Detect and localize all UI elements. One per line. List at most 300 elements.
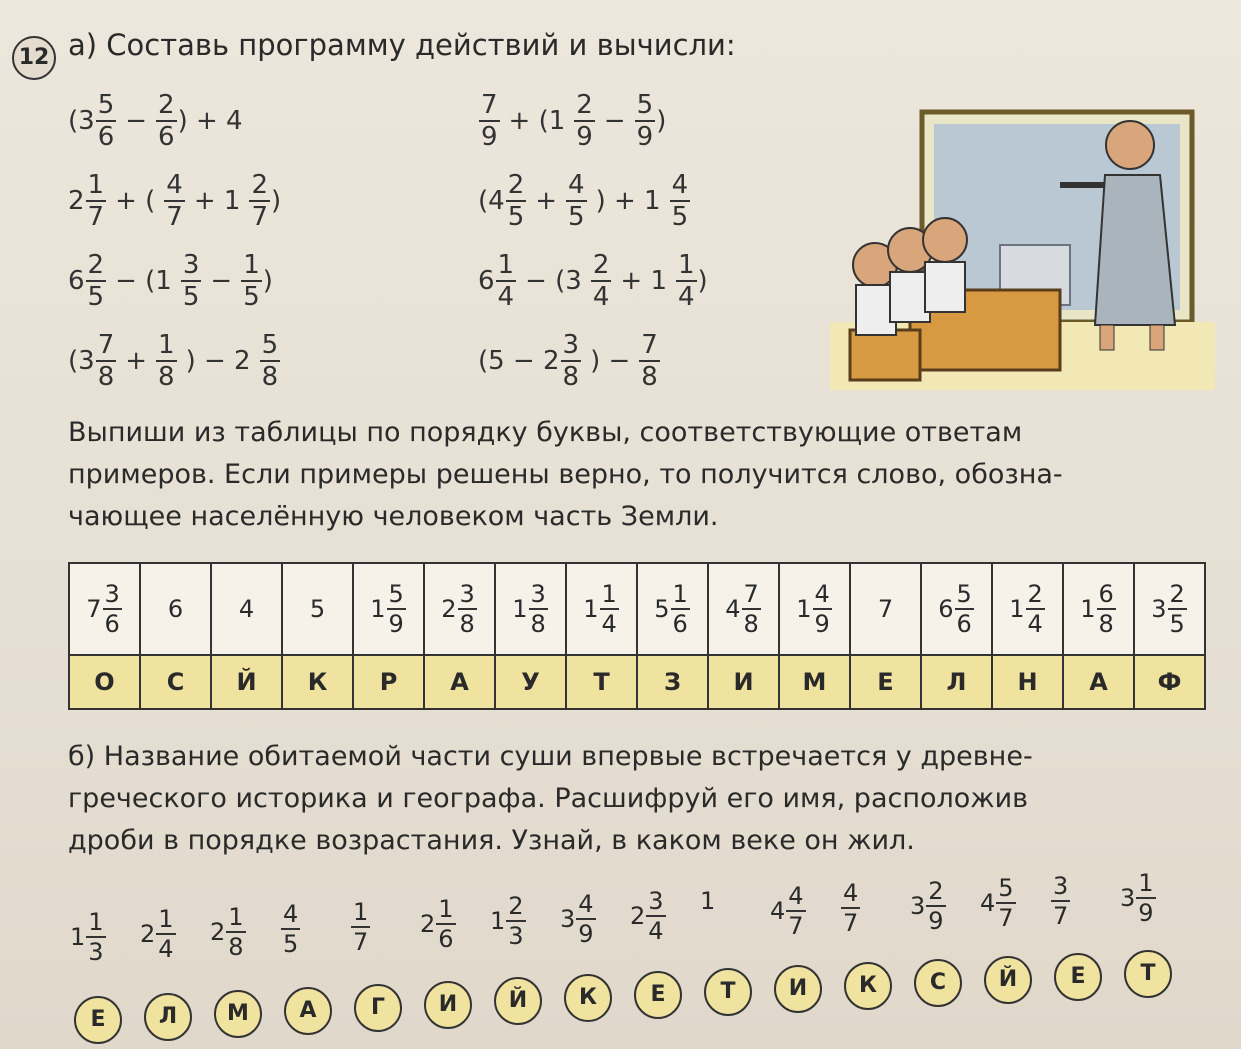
numerator: 3 bbox=[530, 580, 546, 608]
fraction bbox=[103, 582, 122, 636]
denominator: 4 bbox=[497, 282, 515, 312]
part-b-fraction bbox=[420, 897, 457, 951]
denominator: 8 bbox=[228, 933, 244, 961]
expression bbox=[478, 252, 708, 310]
answer-letter-cell: К bbox=[282, 655, 353, 709]
whole-part: 3 bbox=[1151, 595, 1167, 623]
denominator: 4 bbox=[1027, 610, 1043, 638]
whole-part: 4 bbox=[980, 889, 996, 917]
part-b-fraction bbox=[630, 889, 667, 943]
denominator: 7 bbox=[843, 909, 859, 937]
letter-circle: К bbox=[844, 962, 892, 1010]
denominator: 8 bbox=[459, 610, 475, 638]
denominator: 6 bbox=[97, 122, 115, 152]
whole-part: 3 bbox=[560, 905, 576, 933]
numerator: 2 bbox=[592, 250, 610, 280]
letter-circle: Е bbox=[74, 996, 122, 1044]
expression bbox=[68, 92, 243, 150]
whole-part: 1 bbox=[490, 907, 506, 935]
denominator: 5 bbox=[283, 930, 299, 958]
numerator: 2 bbox=[1027, 580, 1043, 608]
part-b-fraction bbox=[560, 892, 597, 946]
fraction bbox=[600, 582, 619, 636]
answer-value-cell bbox=[637, 563, 708, 655]
whole-part: 2 bbox=[140, 920, 156, 948]
part-b-fractions bbox=[70, 870, 1230, 970]
denominator: 6 bbox=[158, 122, 175, 152]
mixed-number bbox=[239, 595, 254, 623]
fraction bbox=[670, 172, 691, 230]
answer-letter-cell: Л bbox=[921, 655, 992, 709]
letter-circle: Л bbox=[144, 993, 192, 1041]
answer-value-cell bbox=[1134, 563, 1205, 655]
fraction bbox=[635, 92, 656, 150]
whole-part: 2 bbox=[210, 918, 226, 946]
fraction bbox=[156, 92, 177, 150]
part-b-fraction bbox=[910, 879, 947, 933]
numerator: 4 bbox=[814, 580, 830, 608]
part-b-fraction bbox=[350, 900, 371, 954]
denominator: 6 bbox=[956, 610, 972, 638]
expr-operator: + 1 bbox=[620, 266, 667, 296]
mixed-number bbox=[654, 582, 691, 636]
fraction bbox=[639, 332, 660, 390]
answer-value-cell bbox=[140, 563, 211, 655]
whole-part: 1 bbox=[370, 595, 386, 623]
expr-operator: ) − bbox=[590, 346, 631, 376]
answer-letter-cell: Е bbox=[850, 655, 921, 709]
expression bbox=[68, 172, 281, 230]
answer-value-cell bbox=[495, 563, 566, 655]
numerator: 3 bbox=[648, 887, 664, 915]
numerator: 3 bbox=[182, 250, 200, 280]
answer-values-row bbox=[69, 563, 1205, 655]
expr-operator: ) + 1 bbox=[595, 186, 661, 216]
denominator: 8 bbox=[530, 610, 546, 638]
mixed-number bbox=[1151, 582, 1188, 636]
classroom-illustration bbox=[830, 90, 1215, 390]
denominator: 5 bbox=[671, 202, 689, 232]
fraction bbox=[561, 332, 582, 390]
numerator: 2 bbox=[1169, 580, 1185, 608]
whole-part: 7 bbox=[86, 595, 102, 623]
denominator: 8 bbox=[97, 362, 115, 392]
fraction bbox=[181, 252, 202, 310]
fraction bbox=[996, 876, 1015, 930]
denominator: 5 bbox=[243, 282, 260, 312]
denominator: 4 bbox=[592, 282, 610, 312]
whole-part: 5 bbox=[309, 595, 326, 623]
fraction bbox=[436, 897, 455, 951]
fraction bbox=[86, 252, 107, 310]
fraction bbox=[387, 582, 406, 636]
fraction bbox=[86, 172, 107, 230]
numerator: 2 bbox=[508, 892, 524, 920]
denominator: 7 bbox=[353, 928, 369, 956]
letter-circle: М bbox=[214, 990, 262, 1038]
part-b-line: дроби в порядке возрастания. Узнай, в каком веке он жил. bbox=[68, 825, 915, 856]
denominator: 8 bbox=[158, 362, 175, 392]
numerator: 2 bbox=[928, 877, 944, 905]
fraction bbox=[506, 172, 527, 230]
numerator: 5 bbox=[261, 330, 279, 360]
expression bbox=[478, 332, 661, 390]
whole-part: 5 bbox=[654, 595, 670, 623]
part-b-fraction bbox=[1050, 874, 1071, 928]
fraction bbox=[506, 894, 525, 948]
answer-letter-cell: У bbox=[495, 655, 566, 709]
fraction bbox=[241, 252, 262, 310]
numerator: 4 bbox=[578, 890, 594, 918]
whole-part: 2 bbox=[441, 595, 457, 623]
numerator: 4 bbox=[166, 170, 183, 200]
part-b-line: греческого историка и географа. Расшифруй его имя, расположив bbox=[68, 783, 1029, 814]
answer-letter-cell: И bbox=[708, 655, 779, 709]
answer-value-cell bbox=[424, 563, 495, 655]
answer-table bbox=[68, 562, 1206, 710]
numerator: 3 bbox=[1053, 872, 1069, 900]
numerator: 4 bbox=[843, 879, 859, 907]
answer-letter-cell: Й bbox=[211, 655, 282, 709]
numerator: 1 bbox=[228, 903, 244, 931]
denominator: 9 bbox=[576, 122, 593, 152]
fraction bbox=[1051, 874, 1070, 928]
numerator: 5 bbox=[956, 580, 972, 608]
letter-circle: С bbox=[914, 959, 962, 1007]
numerator: 5 bbox=[636, 90, 654, 120]
whole-part: 1 bbox=[700, 887, 716, 915]
fraction bbox=[813, 582, 832, 636]
expr-operator: − bbox=[125, 106, 148, 136]
denominator: 7 bbox=[251, 202, 268, 232]
numerator: 1 bbox=[1138, 869, 1154, 897]
numerator: 1 bbox=[88, 908, 104, 936]
numerator: 2 bbox=[87, 250, 105, 280]
fraction bbox=[576, 892, 595, 946]
fraction bbox=[646, 889, 665, 943]
letter-circle: Т bbox=[1124, 950, 1172, 998]
whole-part: 3 bbox=[910, 892, 926, 920]
answer-value-cell bbox=[779, 563, 850, 655]
numerator: 4 bbox=[788, 882, 804, 910]
part-b-fraction bbox=[980, 876, 1017, 930]
numerator: 2 bbox=[507, 170, 525, 200]
numerator: 1 bbox=[353, 898, 369, 926]
letter-circle: Г bbox=[354, 984, 402, 1032]
answer-value-cell bbox=[69, 563, 140, 655]
denominator: 5 bbox=[568, 202, 585, 232]
numerator: 1 bbox=[158, 330, 175, 360]
answer-value-cell bbox=[211, 563, 282, 655]
part-b-fraction bbox=[140, 907, 177, 961]
fraction bbox=[226, 905, 245, 959]
letter-circle: Е bbox=[634, 971, 682, 1019]
fraction bbox=[156, 332, 177, 390]
whole-part: 4 bbox=[725, 595, 741, 623]
expr-operator: + ( bbox=[115, 186, 156, 216]
answer-letter-cell: Р bbox=[353, 655, 424, 709]
expr-operator: + 1 bbox=[193, 186, 241, 216]
whole-part: 4 bbox=[238, 595, 255, 623]
denominator: 9 bbox=[814, 610, 830, 638]
denominator: 4 bbox=[648, 917, 664, 945]
numerator: 3 bbox=[104, 580, 120, 608]
numerator: 5 bbox=[97, 90, 115, 120]
whole-part: 1 bbox=[1009, 595, 1025, 623]
whole-part: 1 bbox=[512, 595, 528, 623]
letter-circle: Й bbox=[494, 977, 542, 1025]
expr-part: (4 bbox=[478, 186, 505, 216]
answer-letters-row bbox=[69, 655, 1205, 709]
fraction bbox=[1026, 582, 1045, 636]
fraction bbox=[574, 92, 595, 150]
denominator: 4 bbox=[601, 610, 617, 638]
denominator: 5 bbox=[507, 202, 525, 232]
denominator: 7 bbox=[87, 202, 105, 232]
answer-letter-cell: Т bbox=[566, 655, 637, 709]
instruction-line: примеров. Если примеры решены верно, то получится слово, обозна- bbox=[68, 459, 1063, 490]
whole-part: 7 bbox=[877, 595, 894, 623]
denominator: 4 bbox=[677, 282, 695, 312]
expr-operator: − bbox=[210, 266, 233, 296]
numerator: 1 bbox=[438, 895, 454, 923]
fraction bbox=[260, 332, 281, 390]
numerator: 7 bbox=[641, 330, 658, 360]
fraction bbox=[281, 902, 300, 956]
numerator: 1 bbox=[601, 580, 617, 608]
mixed-number bbox=[512, 582, 549, 636]
fraction bbox=[529, 582, 548, 636]
part-b-fraction bbox=[70, 910, 107, 964]
denominator: 8 bbox=[261, 362, 279, 392]
answer-value-cell bbox=[566, 563, 637, 655]
expr-part: ) bbox=[697, 266, 708, 296]
numerator: 1 bbox=[87, 170, 105, 200]
part-b-fraction bbox=[700, 887, 715, 915]
whole-part: 4 bbox=[770, 897, 786, 925]
denominator: 7 bbox=[1053, 902, 1069, 930]
mixed-number bbox=[938, 582, 975, 636]
fraction bbox=[479, 92, 500, 150]
fraction bbox=[841, 881, 860, 935]
part-a-title: а) Составь программу действий и вычисли: bbox=[68, 28, 736, 62]
letter-circle: А bbox=[284, 987, 332, 1035]
letter-circle: И bbox=[424, 981, 472, 1029]
instruction-line: чающее населённую человеком часть Земли. bbox=[68, 501, 719, 532]
denominator: 9 bbox=[928, 907, 944, 935]
answer-value-cell bbox=[850, 563, 921, 655]
part-b-fraction bbox=[840, 881, 861, 935]
expr-operator: + bbox=[535, 186, 558, 216]
expr-part: 6 bbox=[68, 266, 85, 296]
numerator: 2 bbox=[251, 170, 268, 200]
answer-value-cell bbox=[992, 563, 1063, 655]
numerator: 6 bbox=[1098, 580, 1114, 608]
letter-circle: Т bbox=[704, 968, 752, 1016]
expr-part: 6 bbox=[478, 266, 495, 296]
numerator: 1 bbox=[158, 905, 174, 933]
answer-value-cell bbox=[921, 563, 992, 655]
answer-value-cell bbox=[353, 563, 424, 655]
answer-value-cell bbox=[282, 563, 353, 655]
expr-operator: + (1 bbox=[508, 106, 566, 136]
fraction bbox=[671, 582, 690, 636]
whole-part: 1 bbox=[583, 595, 599, 623]
denominator: 9 bbox=[481, 122, 498, 152]
answer-letter-cell: А bbox=[424, 655, 495, 709]
answer-value-cell bbox=[708, 563, 779, 655]
answer-letter-cell: А bbox=[1063, 655, 1134, 709]
numerator: 1 bbox=[677, 250, 695, 280]
denominator: 9 bbox=[636, 122, 654, 152]
expression bbox=[478, 172, 691, 230]
whole-part: 3 bbox=[1120, 884, 1136, 912]
denominator: 5 bbox=[1169, 610, 1185, 638]
denominator: 3 bbox=[88, 938, 104, 966]
denominator: 8 bbox=[562, 362, 580, 392]
whole-part: 1 bbox=[796, 595, 812, 623]
numerator: 3 bbox=[459, 580, 475, 608]
denominator: 5 bbox=[182, 282, 200, 312]
numerator: 7 bbox=[743, 580, 759, 608]
answer-letter-cell: О bbox=[69, 655, 140, 709]
numerator: 3 bbox=[562, 330, 580, 360]
fraction bbox=[96, 92, 117, 150]
denominator: 9 bbox=[1138, 899, 1154, 927]
denominator: 4 bbox=[158, 935, 174, 963]
expression bbox=[478, 92, 666, 150]
expr-part: (5 − 2 bbox=[478, 346, 560, 376]
part-b-line: б) Название обитаемой части суши впервые встречается у древне- bbox=[68, 741, 1033, 772]
part-b-fraction bbox=[1120, 871, 1157, 925]
part-b-fraction bbox=[490, 894, 527, 948]
denominator: 7 bbox=[998, 904, 1014, 932]
answer-letter-cell: Н bbox=[992, 655, 1063, 709]
part-b-fraction bbox=[770, 884, 807, 938]
fraction bbox=[742, 582, 761, 636]
fraction bbox=[249, 172, 270, 230]
expr-operator: − bbox=[603, 106, 626, 136]
whole-part: 2 bbox=[630, 902, 646, 930]
whole-part: 6 bbox=[167, 595, 184, 623]
fraction bbox=[458, 582, 477, 636]
expr-part: ) bbox=[262, 266, 273, 296]
mixed-number bbox=[1080, 582, 1117, 636]
expr-operator: + bbox=[125, 346, 148, 376]
fraction bbox=[786, 884, 805, 938]
mixed-number bbox=[583, 582, 620, 636]
letter-circle: Й bbox=[984, 956, 1032, 1004]
expr-part: ) bbox=[656, 106, 667, 136]
expr-part: (3 bbox=[68, 346, 95, 376]
numerator: 5 bbox=[388, 580, 404, 608]
denominator: 8 bbox=[1098, 610, 1114, 638]
fraction bbox=[1168, 582, 1187, 636]
fraction bbox=[591, 252, 612, 310]
numerator: 7 bbox=[97, 330, 115, 360]
denominator: 6 bbox=[438, 925, 454, 953]
fraction bbox=[926, 879, 945, 933]
part-b-fraction bbox=[280, 902, 301, 956]
expression bbox=[68, 332, 281, 390]
numerator: 4 bbox=[671, 170, 689, 200]
part-b-fraction bbox=[210, 905, 247, 959]
fraction bbox=[96, 332, 117, 390]
answer-letter-cell: М bbox=[779, 655, 850, 709]
numerator: 1 bbox=[672, 580, 688, 608]
fraction bbox=[156, 907, 175, 961]
numerator: 4 bbox=[283, 900, 299, 928]
denominator: 6 bbox=[104, 610, 120, 638]
expr-part: ) + 4 bbox=[177, 106, 243, 136]
denominator: 9 bbox=[388, 610, 404, 638]
numerator: 1 bbox=[497, 250, 515, 280]
expr-part: 2 bbox=[68, 186, 85, 216]
denominator: 9 bbox=[578, 920, 594, 948]
letter-circle: К bbox=[564, 974, 612, 1022]
mixed-number bbox=[86, 582, 123, 636]
mixed-number bbox=[168, 595, 183, 623]
fraction bbox=[955, 582, 974, 636]
expr-part: ) bbox=[270, 186, 282, 216]
mixed-number bbox=[1009, 582, 1046, 636]
letter-circle: Е bbox=[1054, 953, 1102, 1001]
fraction bbox=[86, 910, 105, 964]
denominator: 8 bbox=[641, 362, 658, 392]
whole-part: 1 bbox=[70, 923, 86, 951]
fraction bbox=[1136, 871, 1155, 925]
expr-operator: − (3 bbox=[525, 266, 582, 296]
mixed-number bbox=[878, 595, 893, 623]
fraction bbox=[164, 172, 185, 230]
answer-letter-cell: С bbox=[140, 655, 211, 709]
mixed-number bbox=[725, 582, 762, 636]
numerator: 4 bbox=[568, 170, 585, 200]
answer-value-cell bbox=[1063, 563, 1134, 655]
expr-operator: − (1 bbox=[115, 266, 172, 296]
fraction bbox=[351, 900, 370, 954]
numerator: 2 bbox=[576, 90, 593, 120]
fraction bbox=[676, 252, 697, 310]
mixed-number bbox=[796, 582, 833, 636]
whole-part: 6 bbox=[938, 595, 954, 623]
denominator: 6 bbox=[672, 610, 688, 638]
numerator: 1 bbox=[243, 250, 260, 280]
fraction bbox=[566, 172, 587, 230]
instruction-line: Выпиши из таблицы по порядку буквы, соответствующие ответам bbox=[68, 417, 1023, 448]
mixed-number bbox=[310, 595, 325, 623]
denominator: 3 bbox=[508, 922, 524, 950]
numerator: 2 bbox=[158, 90, 175, 120]
numerator: 7 bbox=[481, 90, 498, 120]
denominator: 7 bbox=[788, 912, 804, 940]
answer-letter-cell: Ф bbox=[1134, 655, 1205, 709]
task-number-badge: 12 bbox=[12, 36, 56, 80]
denominator: 5 bbox=[87, 282, 105, 312]
letter-circle: И bbox=[774, 965, 822, 1013]
answer-letter-cell: З bbox=[637, 655, 708, 709]
whole-part: 2 bbox=[420, 910, 436, 938]
expr-part: (3 bbox=[68, 106, 95, 136]
denominator: 8 bbox=[743, 610, 759, 638]
mixed-number bbox=[370, 582, 407, 636]
expr-operator: ) − 2 bbox=[185, 346, 251, 376]
fraction bbox=[496, 252, 517, 310]
mixed-number bbox=[441, 582, 478, 636]
denominator: 7 bbox=[166, 202, 183, 232]
numerator: 5 bbox=[998, 874, 1014, 902]
expression bbox=[68, 252, 273, 310]
